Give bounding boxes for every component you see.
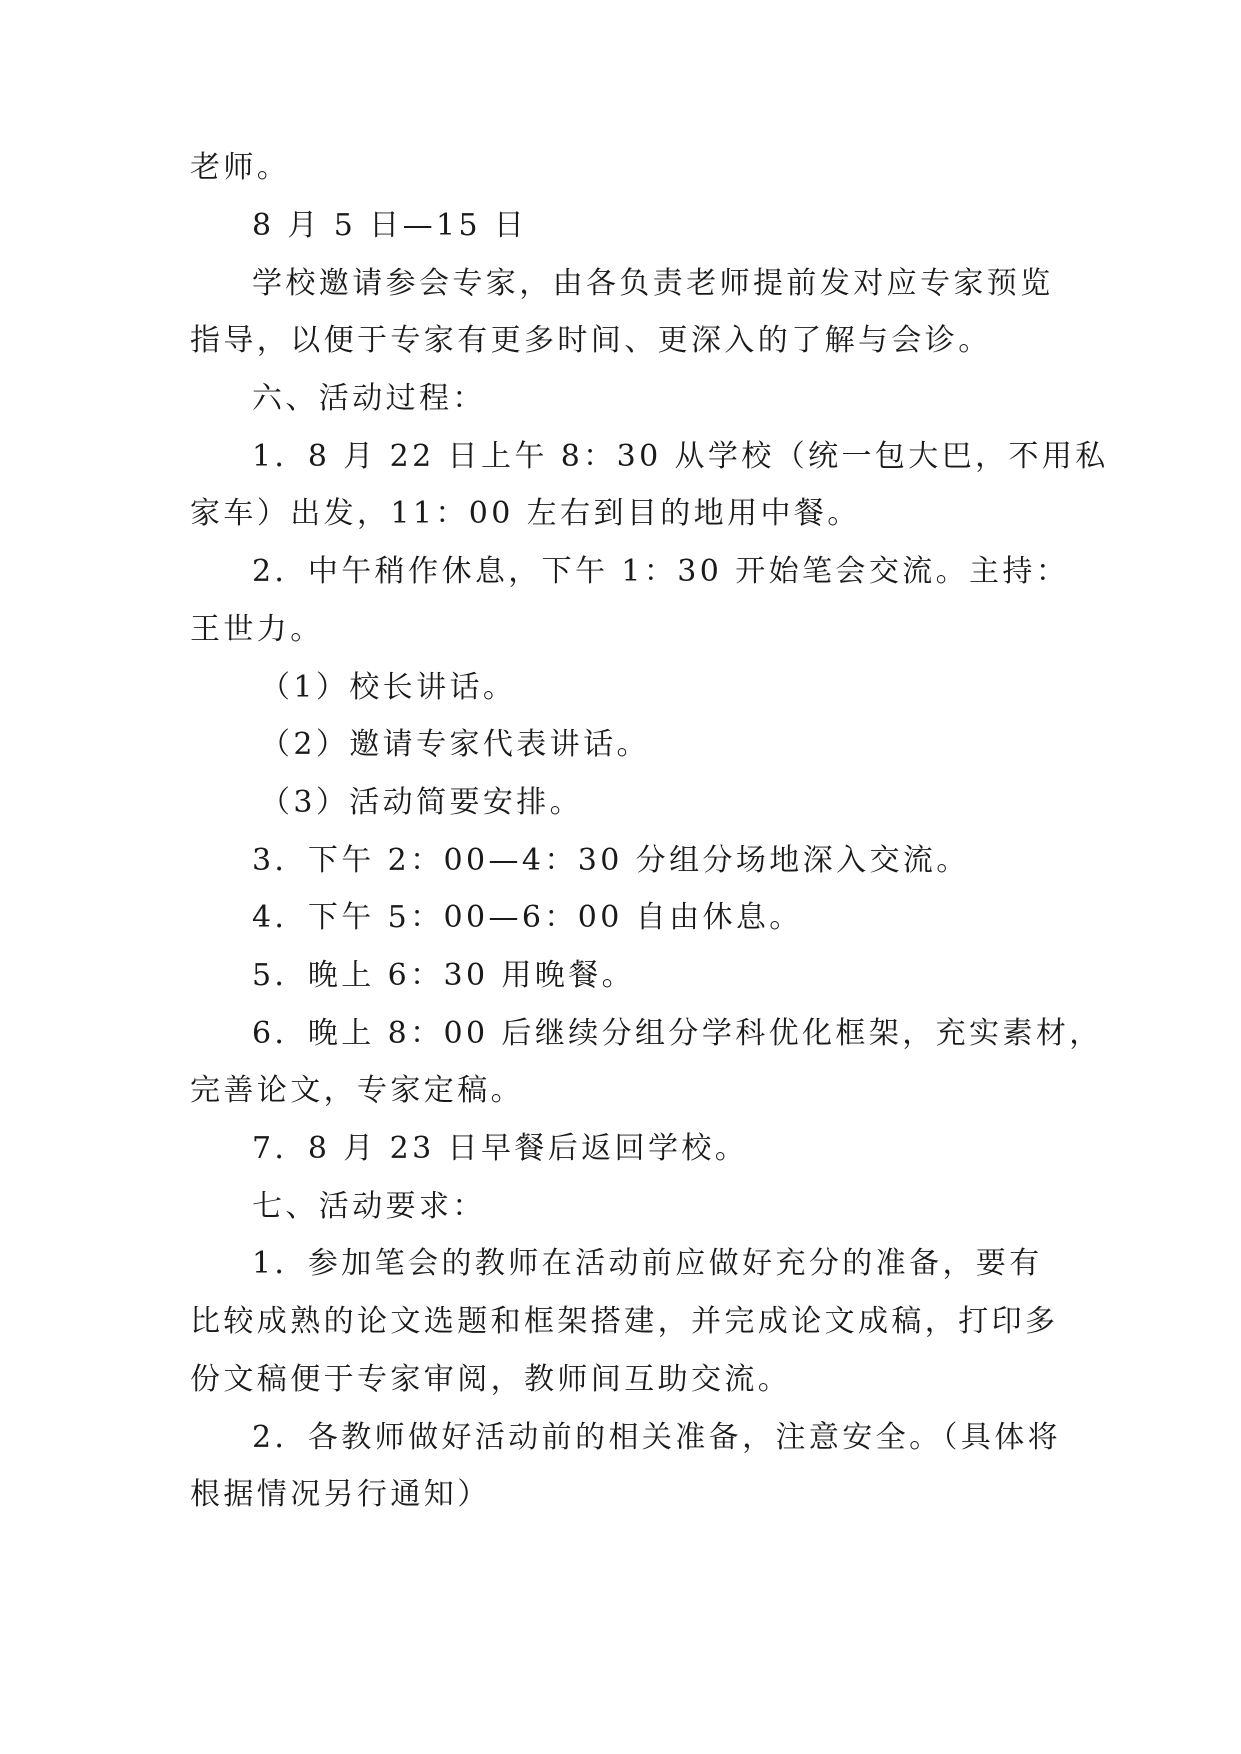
text-line: 8 月 5 日—15 日 xyxy=(252,208,528,243)
text-line: 王世力。 xyxy=(190,612,324,647)
text-line: 学校邀请参会专家，由各负责老师提前发对应专家预览 xyxy=(252,266,1054,301)
text-line: 6．晚上 8：00 后继续分组分学科优化框架，充实素材， xyxy=(252,1016,1103,1051)
text-line: 7．8 月 23 日早餐后返回学校。 xyxy=(252,1131,749,1166)
text-line: 根据情况另行通知） xyxy=(190,1477,491,1512)
list-item: （3）活动简要安排。 xyxy=(260,785,584,820)
text-line: 5．晚上 6：30 用晚餐。 xyxy=(252,958,636,993)
text-line: 4．下午 5：00—6：00 自由休息。 xyxy=(252,900,803,935)
section-heading: 七、活动要求： xyxy=(252,1189,486,1224)
text-line: 1．参加笔会的教师在活动前应做好充分的准备，要有 xyxy=(252,1246,1043,1281)
section-heading: 六、活动过程： xyxy=(252,381,486,416)
text-line: 3．下午 2：00—4：30 分组分场地深入交流。 xyxy=(252,843,970,878)
text-line: 2．中午稍作休息，下午 1：30 开始笔会交流。主持： xyxy=(252,554,1070,589)
text-line: 1．8 月 22 日上午 8：30 从学校（统一包大巴，不用私 xyxy=(252,439,1109,474)
list-item: （1）校长讲话。 xyxy=(260,670,517,705)
text-line: 老师。 xyxy=(190,150,291,185)
text-line: 份文稿便于专家审阅，教师间互助交流。 xyxy=(190,1362,792,1397)
text-line: 2．各教师做好活动前的相关准备，注意安全。（具体将 xyxy=(252,1420,1062,1455)
list-item: （2）邀请专家代表讲话。 xyxy=(260,727,650,762)
text-line: 完善论文，专家定稿。 xyxy=(190,1073,524,1108)
text-line: 家车）出发，11：00 左右到目的地用中餐。 xyxy=(190,496,861,531)
text-line: 指导，以便于专家有更多时间、更深入的了解与会诊。 xyxy=(190,323,992,358)
text-line: 比较成熟的论文选题和框架搭建，并完成论文成稿，打印多 xyxy=(190,1304,1059,1339)
